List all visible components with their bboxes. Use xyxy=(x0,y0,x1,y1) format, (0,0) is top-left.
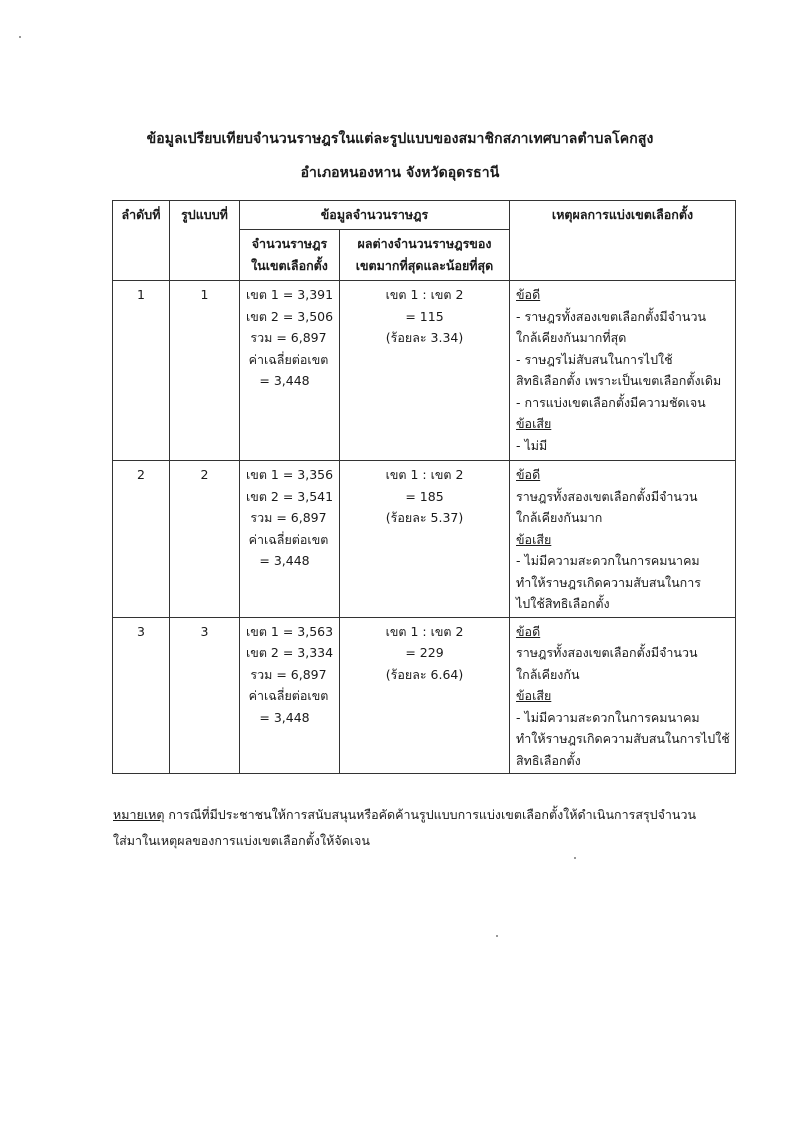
table-header-row xyxy=(113,201,736,230)
population-line: เขต 1 = 3,356 xyxy=(246,467,334,482)
header-population-line1: จำนวนราษฎร xyxy=(251,236,328,251)
reason-line: ใกล้เคียงกันมากที่สุด xyxy=(516,330,627,345)
population-line: ค่าเฉลี่ยต่อเขต xyxy=(248,688,329,703)
reason-line: - ไม่มี xyxy=(516,437,548,453)
reason-heading: ข้อดี xyxy=(516,467,541,482)
population-line: เขต 2 = 3,334 xyxy=(246,645,334,660)
reason-line: ไปใช้สิทธิเลือกตั้ง xyxy=(516,596,610,611)
header-population xyxy=(240,230,340,281)
population-line: ค่าเฉลี่ยต่อเขต xyxy=(248,531,329,547)
reason-line: ทำให้ราษฎรเกิดความสับสนในการ xyxy=(516,574,701,590)
population-line: รวม = 6,897 xyxy=(250,330,327,345)
reason-heading: ข้อเสีย xyxy=(516,688,552,703)
header-difference xyxy=(340,230,510,281)
header-difference-line2: เขตมากที่สุดและน้อยที่สุด xyxy=(355,258,494,273)
population-line: เขต 1 = 3,563 xyxy=(246,623,334,639)
difference-line: (ร้อยละ 5.37) xyxy=(385,510,464,525)
difference-line: เขต 1 : เขต 2 xyxy=(385,623,464,639)
cell-pattern: 1 xyxy=(170,281,240,461)
footnote xyxy=(113,802,753,854)
header-reason: เหตุผลการแบ่งเขตเลือกตั้ง xyxy=(510,201,736,281)
cell-difference xyxy=(340,461,510,618)
cell-pattern: 2 xyxy=(170,461,240,618)
footnote-label: หมายเหตุ xyxy=(113,807,165,822)
cell-population xyxy=(240,617,340,774)
difference-line: = 229 xyxy=(405,645,444,660)
population-line: = 3,448 xyxy=(259,553,310,568)
cell-population xyxy=(240,461,340,618)
reason-line: ใกล้เคียงกันมาก xyxy=(516,510,603,525)
cell-reason xyxy=(510,617,736,774)
cell-order: 2 xyxy=(113,461,170,618)
reason-line: สิทธิเลือกตั้ง xyxy=(516,752,581,768)
reason-line: - ราษฎรไม่สับสนในการไปใช้ xyxy=(516,351,673,367)
reason-line: ราษฎรทั้งสองเขตเลือกตั้งมีจำนวน xyxy=(516,645,698,660)
reason-line: - ไม่มีความสะดวกในการคมนาคม xyxy=(516,709,700,725)
difference-line: เขต 1 : เขต 2 xyxy=(385,287,464,302)
header-pattern: รูปแบบที่ xyxy=(170,201,240,281)
cell-reason xyxy=(510,461,736,618)
reason-line: - การแบ่งเขตเลือกตั้งมีความชัดเจน xyxy=(516,394,706,410)
document-subtitle: อำเภอหนองหาน จังหวัดอุดรธานี xyxy=(300,165,500,181)
cell-difference xyxy=(340,617,510,774)
cell-reason xyxy=(510,281,736,461)
cell-order: 3 xyxy=(113,617,170,774)
reason-heading: ข้อเสีย xyxy=(516,416,552,431)
population-line: เขต 1 = 3,391 xyxy=(246,287,334,302)
table-row xyxy=(113,617,736,774)
difference-line: = 185 xyxy=(405,488,444,504)
reason-line: สิทธิเลือกตั้ง เพราะเป็นเขตเลือกตั้งเดิม xyxy=(516,373,722,388)
document-title: ข้อมูลเปรียบเทียบจำนวนราษฎรในแต่ละรูปแบบของสมาชิกสภาเทศบาลตำบลโคกสูง xyxy=(146,131,654,147)
reason-heading: ข้อเสีย xyxy=(516,531,552,547)
population-line: รวม = 6,897 xyxy=(250,510,327,525)
header-difference-line1: ผลต่างจำนวนราษฎรของ xyxy=(357,236,492,251)
scan-speck xyxy=(496,935,498,937)
difference-line: (ร้อยละ 3.34) xyxy=(385,330,464,345)
population-line: รวม = 6,897 xyxy=(250,666,327,682)
footnote-text-line2: ใส่มาในเหตุผลของการแบ่งเขตเลือกตั้งให้จัดเจน xyxy=(113,833,370,848)
scan-speck xyxy=(574,857,576,859)
table-row xyxy=(113,281,736,461)
cell-pattern: 3 xyxy=(170,617,240,774)
population-line: เขต 2 = 3,541 xyxy=(246,488,334,504)
reason-line: ราษฎรทั้งสองเขตเลือกตั้งมีจำนวน xyxy=(516,488,698,504)
population-line: เขต 2 = 3,506 xyxy=(246,308,334,324)
population-line: ค่าเฉลี่ยต่อเขต xyxy=(248,351,329,367)
comparison-table xyxy=(112,200,736,774)
header-order: ลำดับที่ xyxy=(113,201,170,281)
reason-line: ทำให้ราษฎรเกิดความสับสนในการไปใช้ xyxy=(516,731,730,746)
header-population-group: ข้อมูลจำนวนราษฎร xyxy=(240,201,510,230)
reason-line: - ราษฎรทั้งสองเขตเลือกตั้งมีจำนวน xyxy=(516,308,707,324)
reason-heading: ข้อดี xyxy=(516,287,541,302)
table-row xyxy=(113,461,736,618)
cell-difference xyxy=(340,281,510,461)
cell-order: 1 xyxy=(113,281,170,461)
reason-heading: ข้อดี xyxy=(516,623,541,639)
population-line: = 3,448 xyxy=(259,373,310,388)
difference-line: (ร้อยละ 6.64) xyxy=(385,666,464,682)
population-line: = 3,448 xyxy=(259,709,310,725)
difference-line: = 115 xyxy=(405,308,444,324)
header-population-line2: ในเขตเลือกตั้ง xyxy=(251,258,328,273)
footnote-text-line1: การณีที่มีประชาชนให้การสนับสนุนหรือคัดค้านรูปแบบการแบ่งเขตเลือกตั้งให้ดำเนินการสรุปจำนวน xyxy=(164,807,697,822)
reason-line: - ไม่มีความสะดวกในการคมนาคม xyxy=(516,553,700,568)
scan-speck xyxy=(19,36,21,38)
reason-line: ใกล้เคียงกัน xyxy=(516,666,580,682)
cell-population xyxy=(240,281,340,461)
difference-line: เขต 1 : เขต 2 xyxy=(385,467,464,482)
